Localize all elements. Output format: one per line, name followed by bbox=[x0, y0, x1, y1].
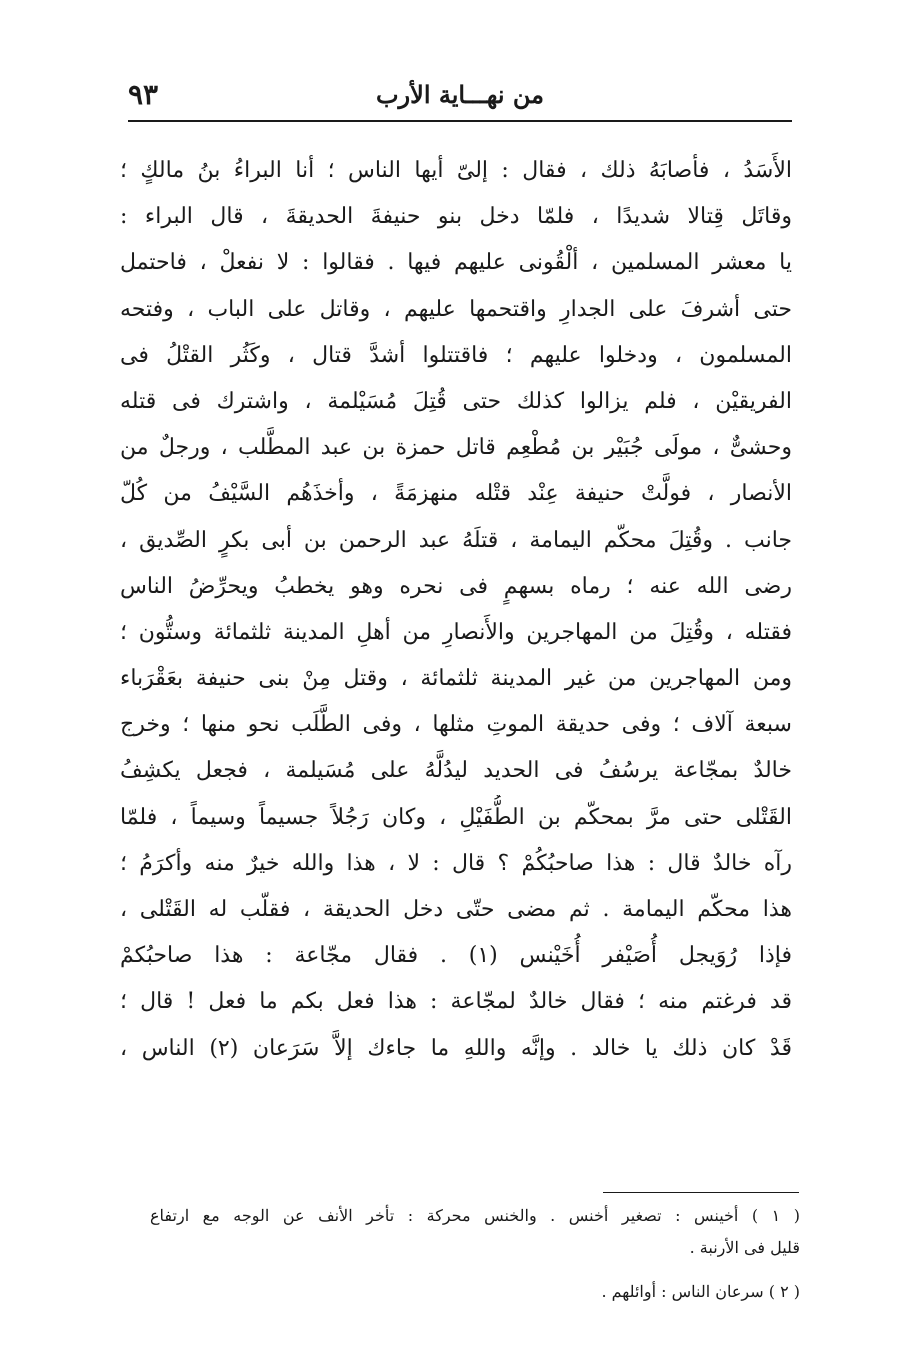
header-divider bbox=[128, 120, 792, 122]
text-line: حتى أشرفَ على الجدارِ واقتحمها عليهم ، وقاتل على الباب ، وفتحه bbox=[120, 296, 792, 322]
text-line: يا معشر المسلمين ، ألْقُونى عليهم فيها . فقالوا : لا نفعلْ ، فاحتمل bbox=[120, 250, 792, 276]
text-line: الأنصار ، فولَّتْ حنيفة عِنْد قتْله منهزمَةً ، وأخذَهُم السَّيْفُ من كُلّ bbox=[120, 481, 792, 507]
footnote-2: ( ٢ ) سرعان الناس : أوائلهم . bbox=[601, 1282, 800, 1301]
text-line: وقاتَل قِتالا شديدًا ، فلمّا دخل بنو حنيفةَ الحديقةَ ، قال البراء : bbox=[120, 204, 792, 230]
text-line: جانب . وقُتِلَ محكّم اليمامة ، قتلَهُ عبد الرحمن بن أبى بكرٍ الصِّديق ، bbox=[120, 527, 792, 553]
text-line: الأَسَدُ ، فأصابَهُ ذلك ، فقال : إلىّ أيها الناس ؛ أنا البراءُ بنُ مالكٍ ؛ bbox=[120, 158, 792, 183]
text-line: فإذا رُوَيجل أُصَيْفر أُخَيْنس (١) . فقال مجّاعة : هذا صاحبُكمْ bbox=[120, 943, 792, 969]
footnote-divider bbox=[603, 1192, 799, 1193]
text-line: الفريقيْن ، فلم يزالوا كذلك حتى قُتِلَ مُسَيْلمة ، واشترك فى قتله bbox=[120, 388, 792, 414]
footnotes bbox=[150, 1200, 800, 1308]
text-line: هذا محكّم اليمامة . ثم مضى حتّى دخل الحديقة ، فقلّب له القَتْلى ، bbox=[120, 897, 792, 922]
text-line: رضى الله عنه ؛ رماه بسهمٍ فى نحره وهو يخطبُ ويحرِّضُ الناس bbox=[120, 573, 792, 599]
footnote-spacer bbox=[150, 1264, 800, 1276]
footnote-1-line-2: قليل فى الأرنبة . bbox=[689, 1238, 800, 1257]
text-line: ومن المهاجرين من غير المدينة ثلثمائة ، وقتل مِنْ بنى حنيفة بعَقْرَباء bbox=[120, 666, 792, 692]
text-line: قَدْ كان ذلك يا خالد . وإنَّه واللهِ ما جاءك إلاَّ سَرَعان (٢) الناس ، bbox=[120, 1035, 792, 1061]
text-line: خالدٌ بمجّاعة يرسُفُ فى الحديد ليدُلَّهُ على مُسَيلمة ، فجعل يكشِفُ bbox=[120, 758, 792, 784]
footnote-1-line-1: ( ١ ) أخينس : تصغير أخنس . والخنس محركة : تأخر الأنف عن الوجه مع ارتفاع bbox=[150, 1206, 800, 1225]
text-line: فقتله ، وقُتِلَ من المهاجرين والأَنصارِ من أهلِ المدينة ثلثمائة وستُّون ؛ bbox=[120, 619, 792, 645]
text-line: رآه خالدٌ قال : هذا صاحبُكُمْ ؟ قال : لا ، هذا والله خيرٌ منه وأكرَمُ ؛ bbox=[120, 850, 792, 876]
text-line: وحشىٌّ ، مولَى جُبَيْر بن مُطْعِم قاتل حمزة بن عبد المطَّلب ، ورجلٌ من bbox=[120, 435, 792, 461]
main-text bbox=[120, 148, 792, 1072]
text-line: المسلمون ، ودخلوا عليهم ؛ فاقتتلوا أشدَّ قتال ، وكَثُر القتْلُ فى bbox=[120, 342, 792, 368]
text-line: سبعة آلاف ؛ وفى حديقة الموتِ مثلها ، وفى الطَّلَب نحو منها ؛ وخرج bbox=[120, 712, 792, 738]
text-line: القَتْلى حتى مرَّ بمحكّم بن الطُّفَيْلِ ، وكان رَجُلاً جسيماً وسيماً ، فلمّا bbox=[120, 804, 792, 830]
page-header bbox=[128, 78, 792, 118]
page-number: ٩٣ bbox=[128, 78, 159, 111]
running-title: من نهـــاية الأرب bbox=[375, 80, 545, 109]
text-line: قد فرغتم منه ؛ فقال خالدٌ لمجّاعة : هذا فعل بكم ما فعل ! قال ؛ bbox=[120, 989, 792, 1015]
